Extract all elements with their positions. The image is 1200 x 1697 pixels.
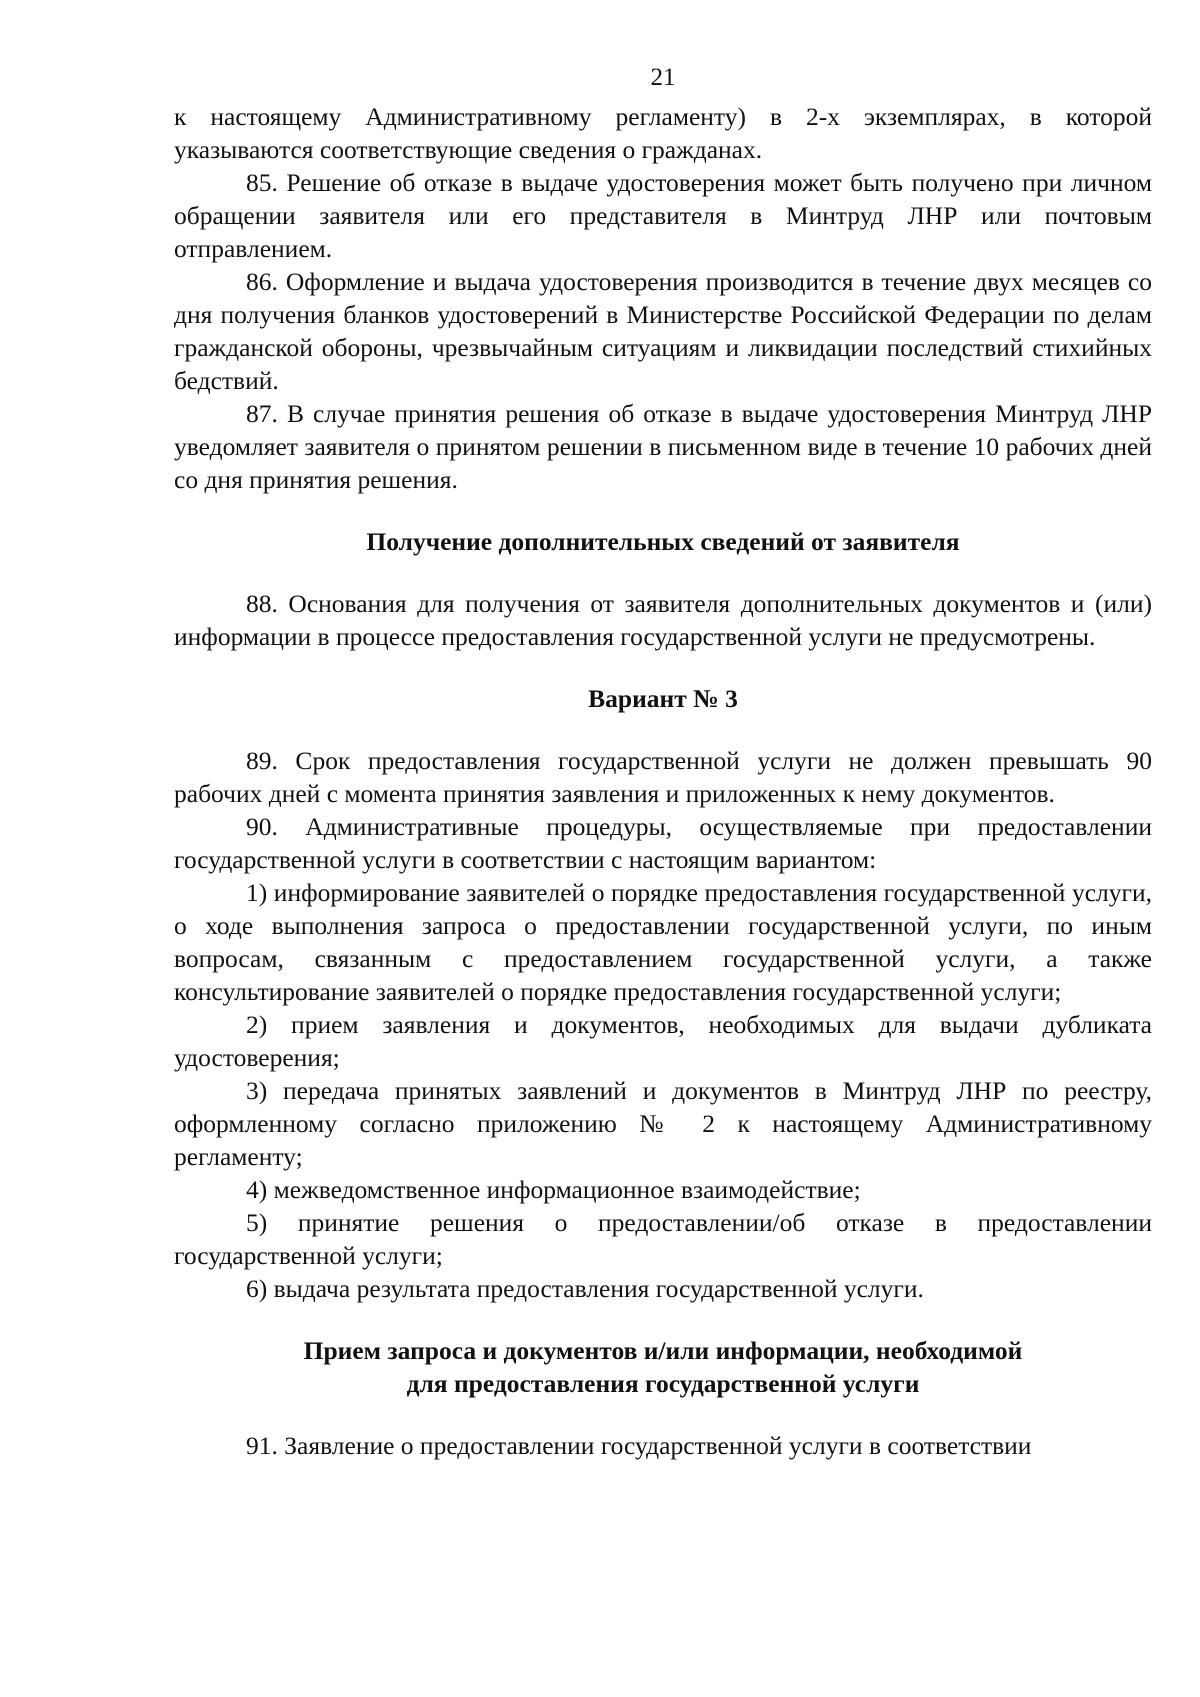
section-heading-reception xyxy=(174,1334,1152,1400)
paragraph-87: 87. В случае принятия решения об отказе в выдаче удостоверения Минтруд ЛНР уведомляет заявителя о принятом решении в письменном виде в течение 10 рабочих дней со дня принятия решения. xyxy=(174,399,1152,494)
section-heading-reception-line-2: для предоставления государственной услуги xyxy=(406,1369,920,1398)
procedure-item-1: 1) информирование заявителей о порядке предоставления государственной услуги, о ходе выполнения запроса о предоставлении государственной услуги, по иным вопросам, связанным с предоставлением государственной услуги, а также консультирование заявителей о порядке предоставления государственной услуги; xyxy=(174,878,1152,1006)
paragraph-90: 90. Административные процедуры, осуществляемые при предоставлении государственной услуги в соответствии с настоящим вариантом: xyxy=(174,812,1152,874)
paragraph-86: 86. Оформление и выдача удостоверения производится в течение двух месяцев со дня получения бланков удостоверений в Министерстве Российской Федерации по делам гражданской обороны, чрезвычайным ситуациям и ликвидации последствий стихийных бедствий. xyxy=(174,267,1152,395)
section-heading-additional-info: Получение дополнительных сведений от заявителя xyxy=(366,527,960,556)
procedure-item-6: 6) выдача результата предоставления государственной услуги. xyxy=(246,1274,924,1303)
procedure-item-4: 4) межведомственное информационное взаимодействие; xyxy=(246,1175,861,1204)
page-number: 21 xyxy=(650,64,676,91)
procedure-item-5: 5) принятие решения о предоставлении/об отказе в предоставлении государственной услуги; xyxy=(174,1208,1152,1270)
section-heading-reception-line-1: Прием запроса и документов и/или информации, необходимой xyxy=(303,1336,1023,1365)
document-page xyxy=(174,62,1152,1462)
paragraph-85: 85. Решение об отказе в выдаче удостоверения может быть получено при личном обращении заявителя или его представителя в Минтруд ЛНР или почтовым отправлением. xyxy=(174,168,1152,263)
paragraph-88: 88. Основания для получения от заявителя дополнительных документов и (или) информации в процессе предоставления государственной услуги не предусмотрены. xyxy=(174,589,1152,651)
procedure-item-2: 2) прием заявления и документов, необходимых для выдачи дубликата удостоверения; xyxy=(174,1010,1152,1072)
paragraph-89: 89. Срок предоставления государственной услуги не должен превышать 90 рабочих дней с момента принятия заявления и приложенных к нему документов. xyxy=(174,746,1152,808)
procedure-item-3: 3) передача принятых заявлений и документов в Минтруд ЛНР по реестру, оформленному согласно приложению № 2 к настоящему Административному регламенту; xyxy=(174,1076,1152,1171)
paragraph-91: 91. Заявление о предоставлении государственной услуги в соответствии xyxy=(246,1431,1032,1460)
paragraph-continuation: к настоящему Административному регламенту) в 2-х экземплярах, в которой указываются соответствующие сведения о гражданах. xyxy=(174,102,1152,164)
section-heading-variant: Вариант № 3 xyxy=(588,684,738,713)
